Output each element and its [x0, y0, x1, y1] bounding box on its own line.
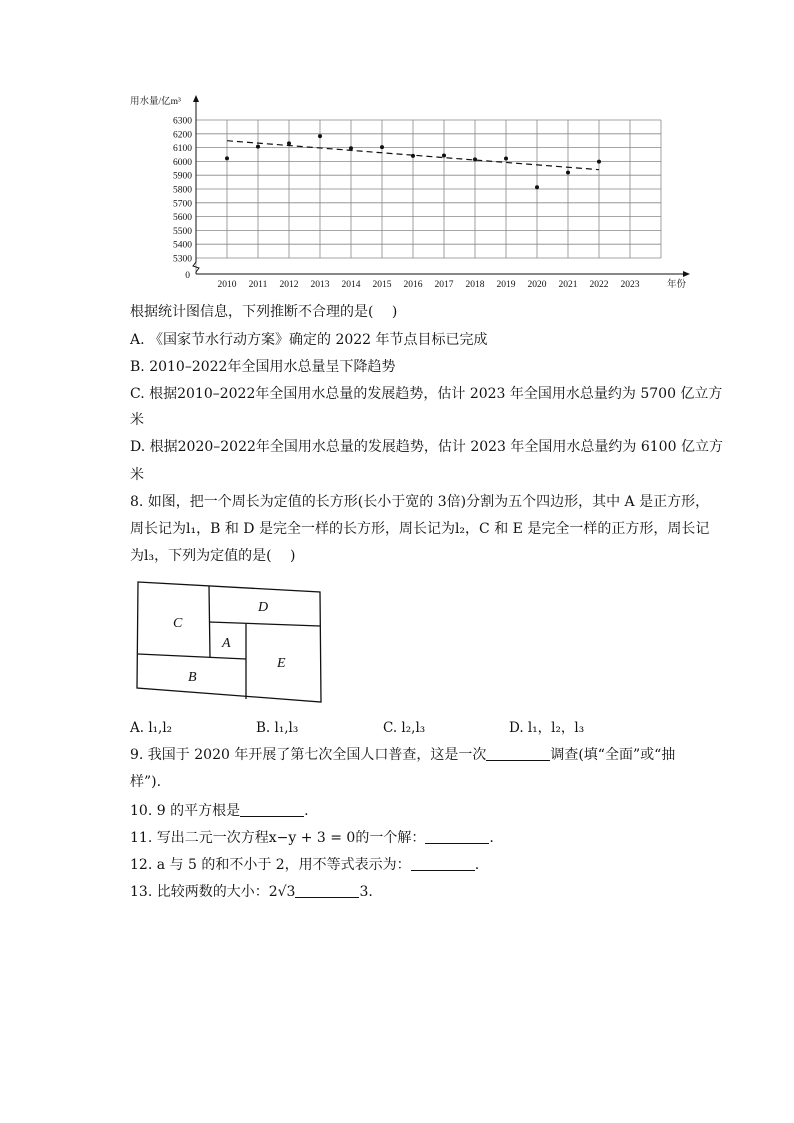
data-point [442, 153, 446, 157]
label-d: D [258, 600, 269, 615]
data-point [349, 146, 353, 150]
q11-text-post: . [489, 830, 494, 846]
x-tick-label: 2023 [620, 280, 640, 290]
x-tick-label: 2014 [341, 280, 361, 290]
q10-line [130, 801, 309, 821]
y-tick-label: 5300 [173, 254, 192, 265]
x-axis-label: 年份 [667, 280, 687, 290]
q8-line1: 8. 如图，把一个周长为定值的长方形(长小于宽的 3倍)分割为五个四边形，其中 A 是正方形， [130, 494, 710, 510]
q13-answer-blank[interactable] [295, 883, 359, 898]
x-tick-label: 2016 [403, 280, 423, 290]
x-tick-label: 2017 [434, 280, 454, 290]
q7-option-b: B. 2010–2022年全国用水总量呈下降趋势 [130, 359, 396, 375]
q13-line [130, 882, 373, 902]
q8-choice-b: B. l₁,l₃ [256, 720, 299, 736]
x-axis-arrow [683, 271, 690, 277]
chart-svg [120, 92, 700, 298]
q12-text-pre: 12. a 与 5 的和不小于 2，用不等式表示为： [130, 857, 411, 873]
x-tick-label: 2022 [589, 280, 609, 290]
data-point [411, 154, 415, 158]
divider-d-bottom [209, 622, 320, 626]
x-tick-label: 2019 [496, 280, 516, 290]
q12-text-post: . [474, 857, 480, 873]
q11-line [130, 828, 494, 848]
y-axis-label: 用水量/亿m³ [130, 97, 181, 107]
x-tick-label: 2015 [372, 280, 392, 290]
x-tick-label: 2021 [558, 280, 578, 290]
x-tick-label: 2010 [217, 280, 237, 290]
q9-text-pre: 9. 我国于 2020 年开展了第七次全国人口普查，这是一次 [130, 747, 487, 763]
q11-answer-blank[interactable] [425, 829, 489, 844]
q8-line3: 为l₃，下列为定值的是( ) [130, 548, 296, 564]
y-tick-label: 5600 [173, 213, 192, 224]
x-tick-label: 2013 [310, 280, 330, 290]
data-point [535, 185, 539, 189]
data-point [473, 157, 477, 161]
q10-answer-blank[interactable] [240, 802, 304, 817]
y-tick-label: 5900 [173, 171, 192, 182]
y-tick-label: 5500 [173, 226, 192, 237]
q7-option-c-line2: 米 [130, 412, 144, 428]
q9-line1 [130, 745, 675, 765]
q8-line2: 周长记为l₁，B 和 D 是完全一样的长方形，周长记为l₂，C 和 E 是完全一样的正方形，周长记 [130, 521, 710, 537]
y-tick-label: 6000 [173, 157, 192, 168]
data-point [566, 170, 570, 174]
divider-b-top [138, 654, 246, 659]
rectangle-partition-figure [130, 578, 330, 710]
data-point [597, 160, 601, 164]
data-point [287, 141, 291, 145]
data-point [318, 134, 322, 138]
q9-line2: 样”). [130, 774, 162, 790]
y-tick-label: 6200 [173, 130, 192, 141]
data-point [380, 145, 384, 149]
q13-text-post: 3. [359, 884, 373, 900]
data-point [256, 145, 260, 149]
q10-text-pre: 10. 9 的平方根是 [130, 803, 241, 819]
label-c: C [173, 616, 183, 631]
q7-stem: 根据统计图信息，下列推断不合理的是( ) [130, 304, 398, 320]
q10-text-post: . [304, 803, 309, 819]
q7-option-d-line2: 米 [130, 467, 144, 483]
y-tick-label: 6300 [173, 116, 192, 127]
q8-choice-c: C. l₂,l₃ [383, 720, 426, 736]
y-tick-label: 5400 [173, 240, 192, 251]
q13-text-pre: 13. 比较两数的大小：2√3 [130, 884, 296, 900]
x-tick-label: 2011 [248, 280, 268, 290]
q8-choice-d: D. l₁，l₂，l₃ [509, 720, 585, 736]
q9-answer-blank[interactable] [486, 746, 550, 761]
q7-option-d-line1: D. 根据2020–2022年全国用水总量的发展趋势，估计 2023 年全国用水总量约为 6100 亿立方 [130, 439, 723, 455]
x-tick-label: 2018 [465, 280, 485, 290]
label-e: E [277, 656, 286, 671]
data-point [504, 157, 508, 161]
x-tick-label: 2012 [279, 280, 299, 290]
water-usage-chart [120, 92, 700, 298]
label-b: B [188, 670, 197, 685]
label-a: A [222, 636, 231, 651]
q12-answer-blank[interactable] [411, 856, 475, 871]
q7-option-a: A. 《国家节水行动方案》确定的 2022 年节点目标已完成 [130, 332, 488, 348]
y-tick-label: 5700 [173, 199, 192, 210]
data-point [225, 156, 229, 160]
q12-line [130, 855, 479, 875]
y-tick-label: 6100 [173, 144, 192, 155]
y-zero-label: 0 [185, 271, 190, 281]
y-axis-arrow [193, 95, 199, 102]
q11-text-pre: 11. 写出二元一次方程x−y + 3 = 0的一个解： [130, 830, 426, 846]
q9-text-post: 调查(填“全面”或“抽 [550, 747, 676, 763]
y-tick-label: 5800 [173, 185, 192, 196]
q8-choice-a: A. l₁,l₂ [130, 720, 173, 736]
x-tick-label: 2020 [527, 280, 547, 290]
q7-option-c-line1: C. 根据2010–2022年全国用水总量的发展趋势，估计 2023 年全国用水总量约为 5700 亿立方 [130, 386, 723, 402]
